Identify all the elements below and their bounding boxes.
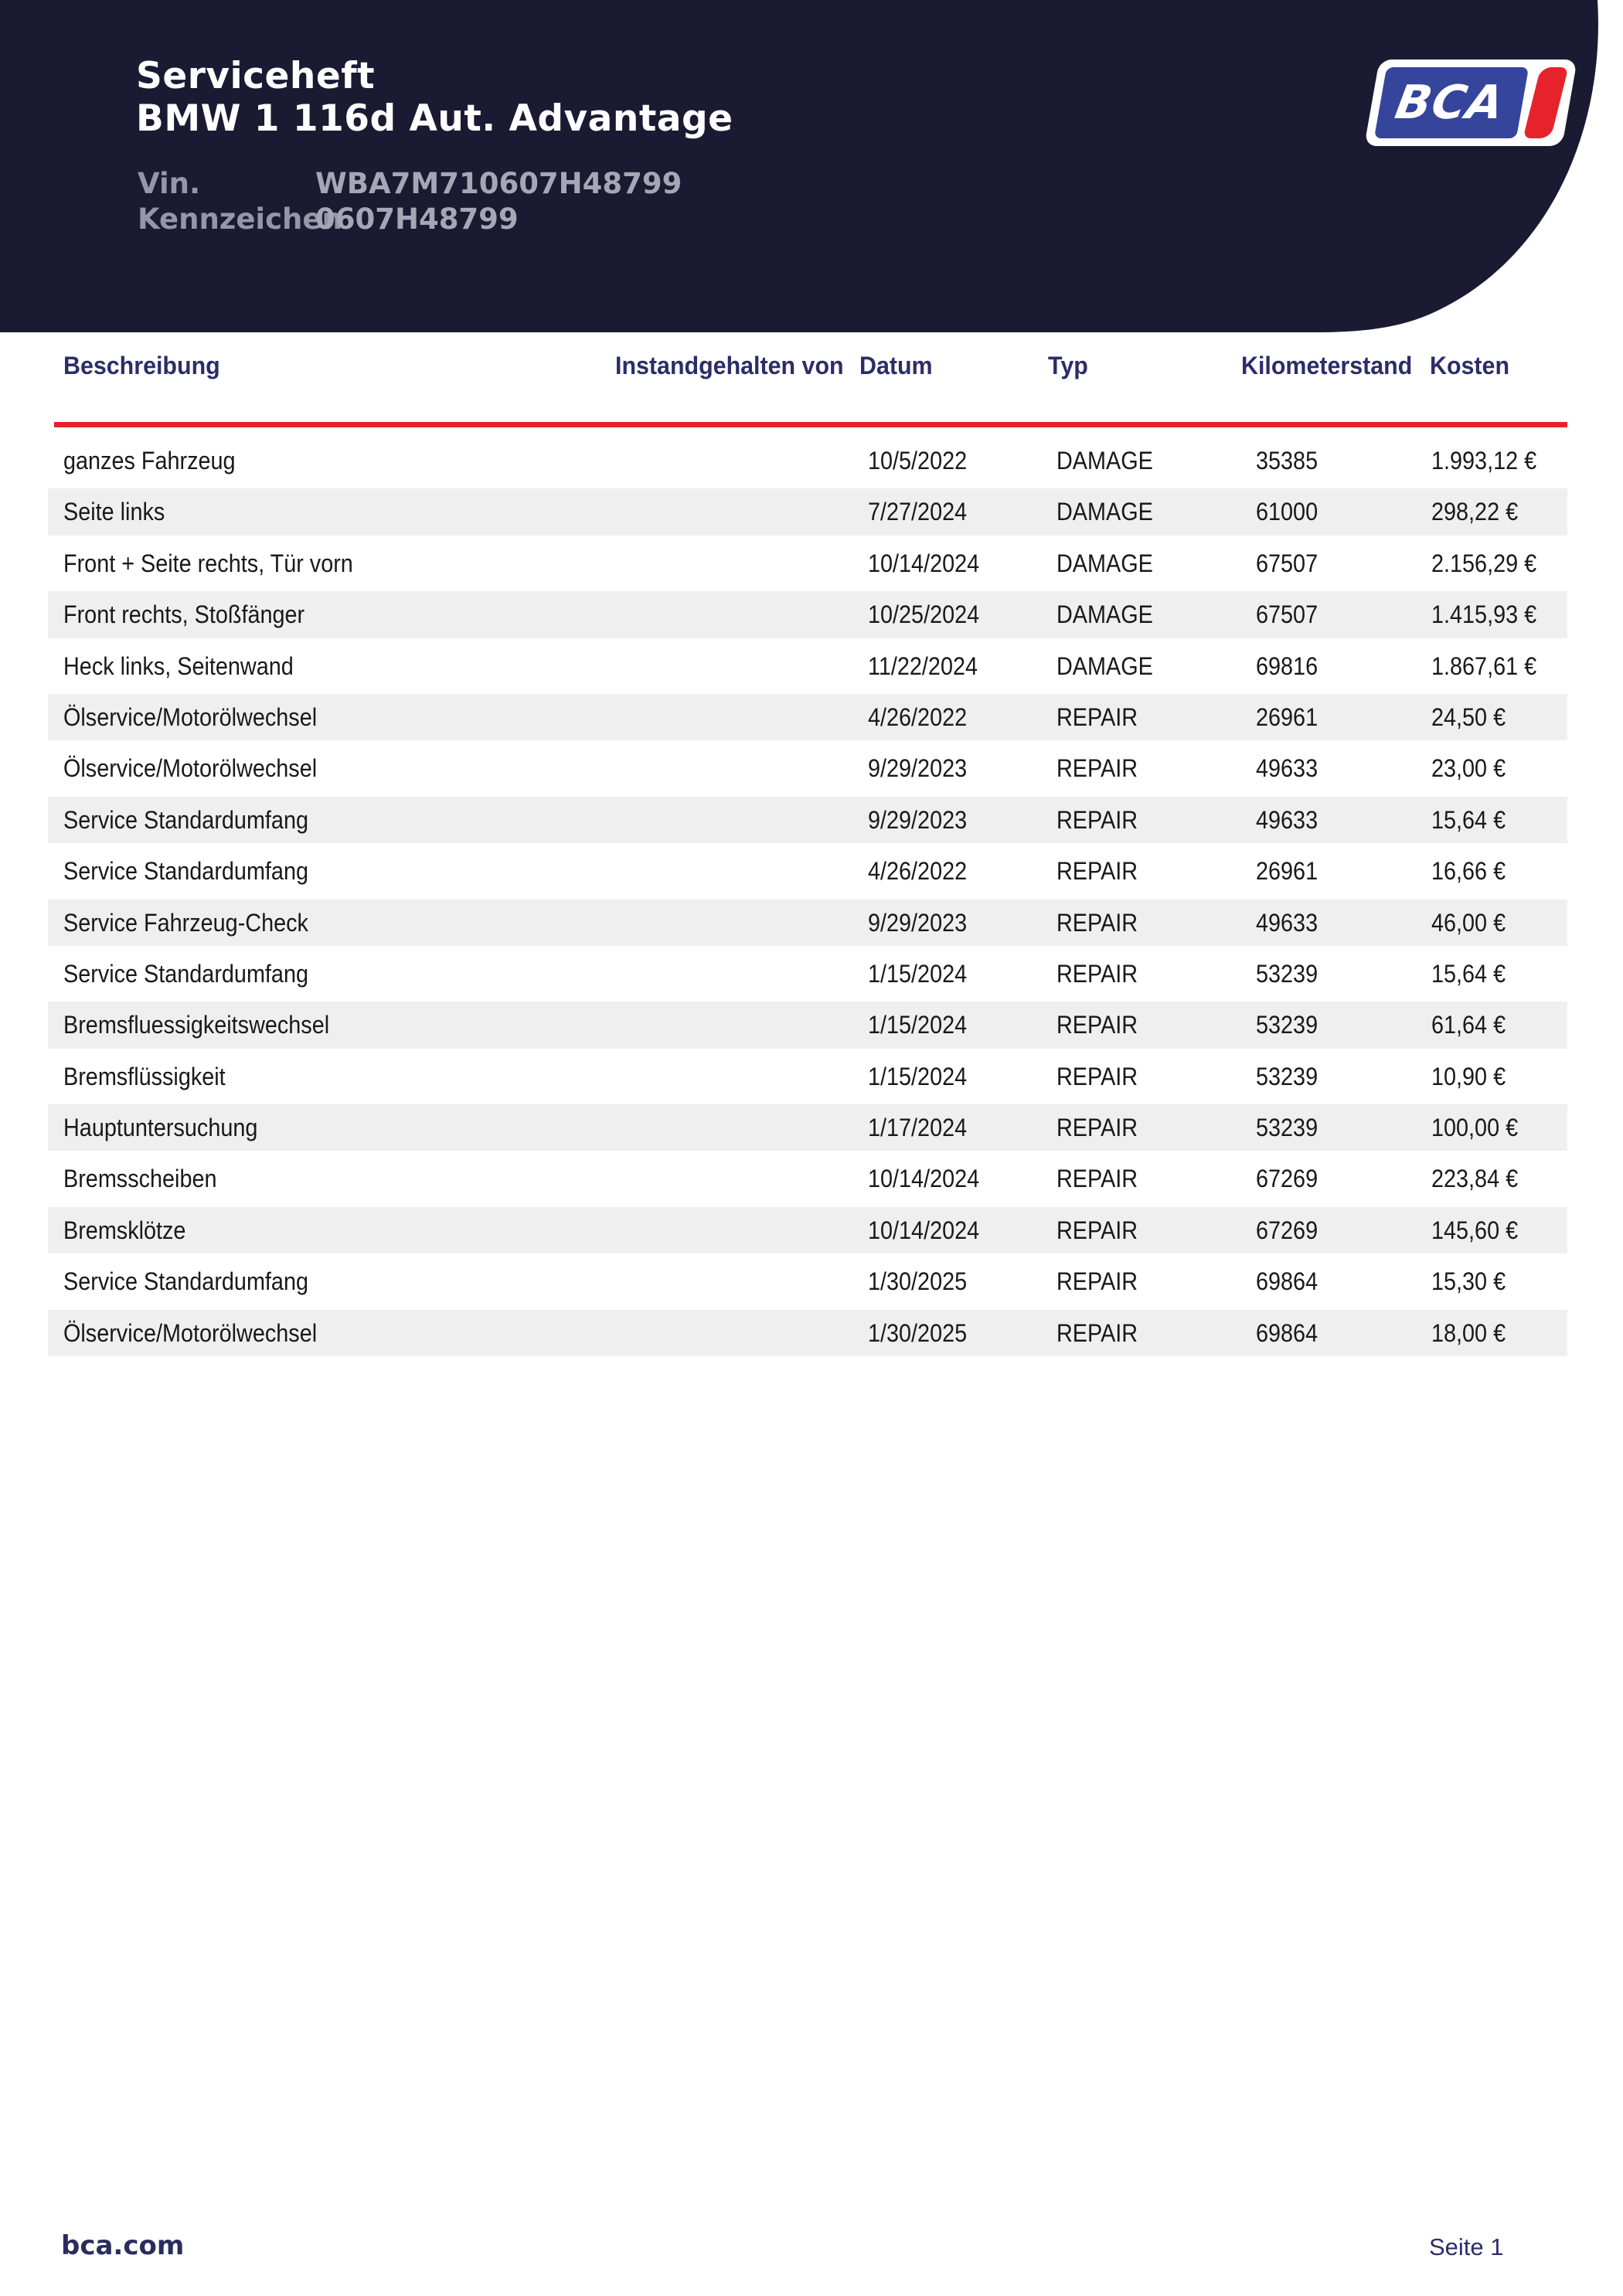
cell-typ: REPAIR bbox=[1056, 908, 1138, 937]
cell-kosten: 16,66 € bbox=[1431, 857, 1506, 886]
cell-kilometerstand: 69864 bbox=[1256, 1267, 1318, 1296]
cell-beschreibung: Hauptuntersuchung bbox=[63, 1114, 258, 1142]
cell-kosten: 10,90 € bbox=[1431, 1062, 1506, 1090]
cell-datum: 10/14/2024 bbox=[868, 1216, 980, 1244]
vin-value: WBA7M710607H48799 bbox=[315, 167, 682, 200]
cell-typ: REPAIR bbox=[1056, 959, 1138, 988]
cell-datum: 11/22/2024 bbox=[868, 651, 978, 680]
cell-kosten: 15,30 € bbox=[1431, 1267, 1506, 1296]
cell-beschreibung: Seite links bbox=[63, 498, 165, 526]
cell-kosten: 15,64 € bbox=[1431, 805, 1506, 834]
cell-datum: 1/15/2024 bbox=[868, 1011, 968, 1039]
cell-kilometerstand: 53239 bbox=[1256, 1011, 1318, 1039]
cell-beschreibung: Bremsfluessigkeitswechsel bbox=[63, 1011, 330, 1039]
column-header-datum: Datum bbox=[859, 352, 933, 379]
plate-value: 0607H48799 bbox=[315, 202, 519, 236]
cell-datum: 9/29/2023 bbox=[868, 754, 968, 783]
cell-datum: 10/25/2024 bbox=[868, 600, 980, 629]
cell-beschreibung: Bremsflüssigkeit bbox=[63, 1062, 226, 1090]
document-header bbox=[0, 0, 1623, 332]
cell-kilometerstand: 67507 bbox=[1256, 549, 1318, 577]
service-history-table bbox=[48, 435, 1567, 1359]
cell-datum: 4/26/2022 bbox=[868, 857, 968, 886]
cell-beschreibung: Front + Seite rechts, Tür vorn bbox=[63, 549, 353, 577]
cell-datum: 1/15/2024 bbox=[868, 1062, 968, 1090]
table-row bbox=[48, 641, 1567, 692]
cell-kosten: 2.156,29 € bbox=[1431, 549, 1537, 577]
cell-datum: 10/14/2024 bbox=[868, 1165, 980, 1193]
table-row bbox=[48, 948, 1567, 999]
cell-kosten: 15,64 € bbox=[1431, 959, 1506, 988]
table-row bbox=[48, 1153, 1567, 1204]
table-row bbox=[48, 486, 1567, 537]
plate-label: Kennzeichen bbox=[138, 202, 342, 236]
cell-kosten: 18,00 € bbox=[1431, 1318, 1506, 1347]
cell-beschreibung: Bremsklötze bbox=[63, 1216, 186, 1244]
cell-typ: DAMAGE bbox=[1056, 600, 1153, 629]
cell-beschreibung: Ölservice/Motorölwechsel bbox=[63, 1318, 318, 1347]
vehicle-title: BMW 1 116d Aut. Advantage bbox=[136, 97, 733, 140]
cell-kilometerstand: 69864 bbox=[1256, 1318, 1318, 1347]
cell-datum: 9/29/2023 bbox=[868, 908, 968, 937]
cell-beschreibung: ganzes Fahrzeug bbox=[63, 447, 236, 475]
table-row bbox=[48, 589, 1567, 640]
cell-typ: REPAIR bbox=[1056, 1216, 1138, 1244]
table-row bbox=[48, 1205, 1567, 1256]
cell-typ: REPAIR bbox=[1056, 1318, 1138, 1347]
cell-kilometerstand: 67507 bbox=[1256, 600, 1318, 629]
cell-kosten: 298,22 € bbox=[1431, 498, 1519, 526]
cell-typ: DAMAGE bbox=[1056, 447, 1153, 475]
cell-kilometerstand: 26961 bbox=[1256, 857, 1318, 886]
cell-typ: REPAIR bbox=[1056, 1267, 1138, 1296]
cell-kilometerstand: 26961 bbox=[1256, 702, 1318, 731]
cell-beschreibung: Service Standardumfang bbox=[63, 857, 308, 886]
column-header-kosten: Kosten bbox=[1430, 352, 1510, 379]
cell-kosten: 100,00 € bbox=[1431, 1114, 1519, 1142]
table-row bbox=[48, 897, 1567, 948]
cell-datum: 1/15/2024 bbox=[868, 959, 968, 988]
bca-logo-wordmark bbox=[1374, 67, 1529, 138]
column-header-typ: Typ bbox=[1048, 352, 1088, 379]
cell-beschreibung: Ölservice/Motorölwechsel bbox=[63, 702, 318, 731]
table-row bbox=[48, 743, 1567, 794]
table-row bbox=[48, 794, 1567, 845]
cell-kilometerstand: 67269 bbox=[1256, 1165, 1318, 1193]
cell-kilometerstand: 53239 bbox=[1256, 959, 1318, 988]
footer-website: bca.com bbox=[61, 2230, 185, 2261]
bca-logo bbox=[1372, 60, 1570, 146]
cell-kosten: 1.993,12 € bbox=[1431, 447, 1537, 475]
vin-label: Vin. bbox=[138, 167, 201, 200]
cell-beschreibung: Heck links, Seitenwand bbox=[63, 651, 294, 680]
cell-kosten: 61,64 € bbox=[1431, 1011, 1506, 1039]
cell-kosten: 145,60 € bbox=[1431, 1216, 1519, 1244]
cell-kosten: 46,00 € bbox=[1431, 908, 1506, 937]
bca-logo-text: BCA bbox=[1391, 76, 1509, 130]
table-row bbox=[48, 1051, 1567, 1102]
column-header-beschreibung: Beschreibung bbox=[63, 352, 220, 379]
cell-beschreibung: Service Standardumfang bbox=[63, 1267, 308, 1296]
cell-kilometerstand: 49633 bbox=[1256, 754, 1318, 783]
cell-typ: DAMAGE bbox=[1056, 549, 1153, 577]
column-header-instandgehalten-von: Instandgehalten von bbox=[615, 352, 844, 379]
cell-typ: DAMAGE bbox=[1056, 498, 1153, 526]
cell-kosten: 1.415,93 € bbox=[1431, 600, 1537, 629]
cell-beschreibung: Service Standardumfang bbox=[63, 959, 308, 988]
cell-kilometerstand: 53239 bbox=[1256, 1062, 1318, 1090]
cell-datum: 1/30/2025 bbox=[868, 1318, 968, 1347]
table-row bbox=[48, 692, 1567, 743]
cell-datum: 1/30/2025 bbox=[868, 1267, 968, 1296]
column-header-kilometerstand: Kilometerstand bbox=[1241, 352, 1413, 379]
table-header-rule bbox=[54, 422, 1567, 427]
cell-kilometerstand: 49633 bbox=[1256, 908, 1318, 937]
cell-typ: REPAIR bbox=[1056, 1062, 1138, 1090]
cell-typ: REPAIR bbox=[1056, 1165, 1138, 1193]
table-row bbox=[48, 1256, 1567, 1307]
cell-datum: 9/29/2023 bbox=[868, 805, 968, 834]
cell-kosten: 223,84 € bbox=[1431, 1165, 1519, 1193]
table-row bbox=[48, 999, 1567, 1050]
table-row bbox=[48, 845, 1567, 896]
footer-page-number: Seite 1 bbox=[1429, 2233, 1504, 2260]
cell-kilometerstand: 61000 bbox=[1256, 498, 1318, 526]
table-row bbox=[48, 538, 1567, 589]
cell-datum: 1/17/2024 bbox=[868, 1114, 968, 1142]
table-row bbox=[48, 1308, 1567, 1359]
cell-datum: 10/5/2022 bbox=[868, 447, 968, 475]
cell-beschreibung: Bremsscheiben bbox=[63, 1165, 217, 1193]
cell-kosten: 1.867,61 € bbox=[1431, 651, 1537, 680]
table-header-row bbox=[0, 352, 1623, 387]
cell-datum: 10/14/2024 bbox=[868, 549, 980, 577]
cell-beschreibung: Ölservice/Motorölwechsel bbox=[63, 754, 318, 783]
cell-typ: REPAIR bbox=[1056, 805, 1138, 834]
cell-typ: REPAIR bbox=[1056, 857, 1138, 886]
cell-typ: REPAIR bbox=[1056, 1011, 1138, 1039]
cell-kilometerstand: 35385 bbox=[1256, 447, 1318, 475]
table-row bbox=[48, 435, 1567, 486]
cell-beschreibung: Service Standardumfang bbox=[63, 805, 308, 834]
cell-kilometerstand: 53239 bbox=[1256, 1114, 1318, 1142]
cell-beschreibung: Service Fahrzeug-Check bbox=[63, 908, 308, 937]
cell-kosten: 24,50 € bbox=[1431, 702, 1506, 731]
cell-kilometerstand: 49633 bbox=[1256, 805, 1318, 834]
cell-beschreibung: Front rechts, Stoßfänger bbox=[63, 600, 305, 629]
cell-kilometerstand: 69816 bbox=[1256, 651, 1318, 680]
cell-kosten: 23,00 € bbox=[1431, 754, 1506, 783]
cell-typ: REPAIR bbox=[1056, 754, 1138, 783]
cell-datum: 4/26/2022 bbox=[868, 702, 968, 731]
cell-typ: REPAIR bbox=[1056, 1114, 1138, 1142]
table-row bbox=[48, 1102, 1567, 1153]
cell-typ: DAMAGE bbox=[1056, 651, 1153, 680]
cell-datum: 7/27/2024 bbox=[868, 498, 968, 526]
cell-kilometerstand: 67269 bbox=[1256, 1216, 1318, 1244]
cell-typ: REPAIR bbox=[1056, 702, 1138, 731]
document-title: Serviceheft bbox=[136, 55, 376, 97]
